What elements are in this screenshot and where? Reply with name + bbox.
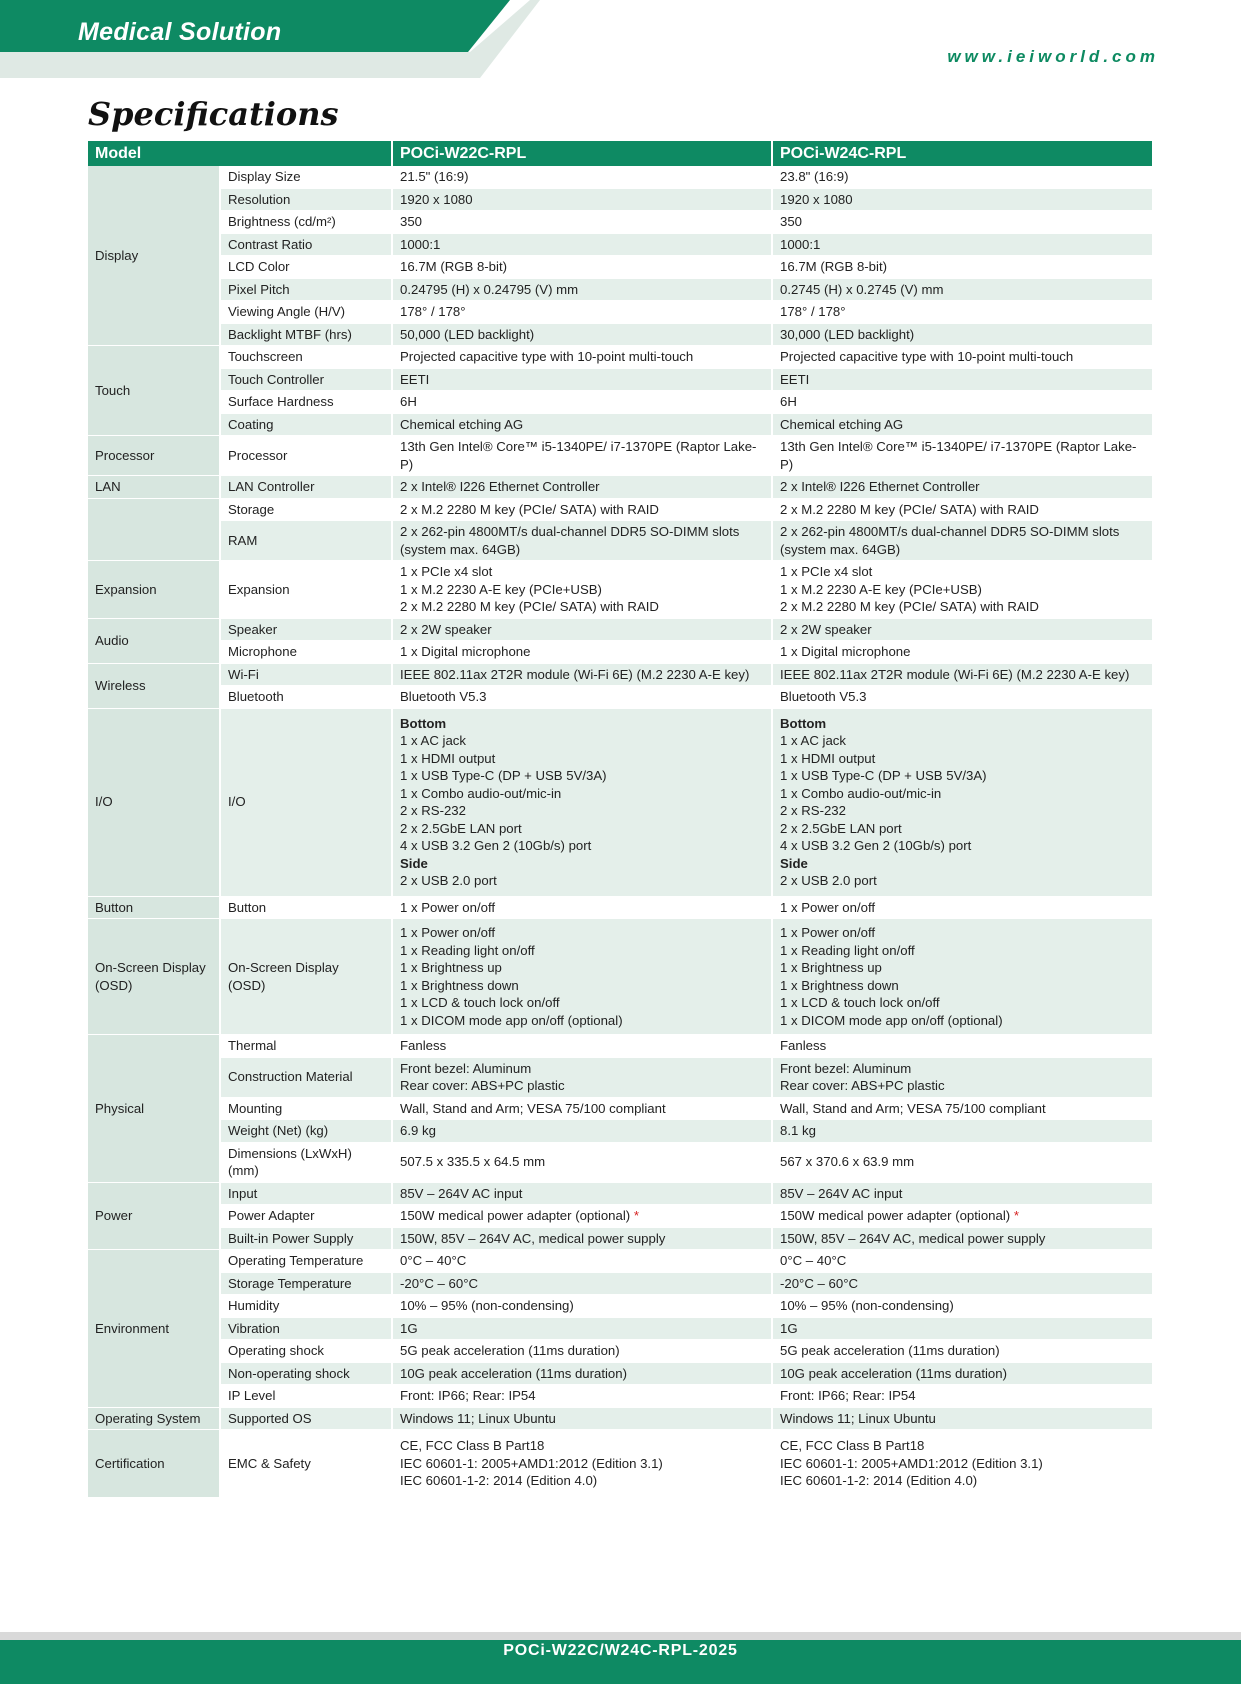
row-label: Resolution [221,189,393,212]
category-osd [88,919,221,1035]
cell-value: 23.8" (16:9) [773,166,1152,189]
table-row [88,1250,1152,1273]
category-blank [88,499,221,562]
line: 1 x Brightness down [780,977,899,993]
row-label: Surface Hardness [221,391,393,414]
cell-value: 0°C – 40°C [773,1250,1152,1273]
row-label: Storage Temperature [221,1273,393,1296]
cell-value: 2 x Intel® I226 Ethernet Controller [393,476,773,499]
spec-table [88,141,1152,1498]
row-label: Contrast Ratio [221,234,393,257]
line: IEC 60601-1-2: 2014 (Edition 4.0) [780,1473,978,1488]
cell-value: 178° / 178° [393,301,773,324]
line: 1 x HDMI output [400,750,496,766]
line: 1 x Brightness down [400,977,519,993]
header-band [0,0,1241,80]
line: 1 x Power on/off [400,925,496,940]
line: 2 x RS-232 [780,803,846,818]
line: IEC 60601-1: 2005+AMD1:2012 (Edition 3.1) [400,1455,663,1471]
cell-value: Projected capacitive type with 10-point multi-touch [393,346,773,369]
table-row [88,897,1152,920]
line: 1 x Reading light on/off [780,942,915,958]
row-label: Processor [221,436,393,476]
table-row [88,709,1152,897]
page-title: Specifications [88,95,339,133]
cell-value [393,709,773,897]
table-row [88,414,1152,437]
line: 2 x 2.5GbE LAN port [780,820,902,836]
line: Rear cover: ABS+PC plastic [780,1078,945,1093]
row-label: Weight (Net) (kg) [221,1120,393,1143]
cell-value: Fanless [773,1035,1152,1058]
table-row [88,1143,1152,1183]
table-row [88,436,1152,476]
row-label: Backlight MTBF (hrs) [221,324,393,347]
line: 1 x Brightness up [400,960,502,975]
cell-value: 13th Gen Intel® Core™ i5-1340PE/ i7-1370PE (Raptor Lake-P) [393,436,773,476]
table-row [88,234,1152,257]
cell-value: 1 x Digital microphone [393,641,773,664]
cell-value: 0°C – 40°C [393,1250,773,1273]
line: 1 x HDMI output [780,750,876,766]
line: 4 x USB 3.2 Gen 2 (10Gb/s) port [780,838,972,853]
row-label: Expansion [221,561,393,619]
category-lan: LAN [88,476,221,499]
cell-value: 13th Gen Intel® Core™ i5-1340PE/ i7-1370PE (Raptor Lake-P) [773,436,1152,476]
line: 1 x USB Type-C (DP + USB 5V/3A) [780,768,987,783]
table-row [88,919,1152,1035]
cell-value: Bluetooth V5.3 [393,686,773,709]
row-label: Button [221,897,393,920]
cell-value: 85V – 264V AC input [393,1183,773,1206]
cell-value: EETI [773,369,1152,392]
cell-value: IEEE 802.11ax 2T2R module (Wi-Fi 6E) (M.2 2230 A-E key) [773,664,1152,687]
cell-value: Chemical etching AG [773,414,1152,437]
table-row [88,211,1152,234]
cell-value [773,1430,1152,1498]
line: (system max. 64GB) [780,541,901,557]
line: Front bezel: Aluminum [780,1060,912,1076]
line: 2 x M.2 2280 M key (PCIe/ SATA) with RAID [400,599,659,614]
table-row [88,1408,1152,1431]
table-row [88,619,1152,642]
category-processor: Processor [88,436,221,476]
cell-value: EETI [393,369,773,392]
line: On-Screen Display [228,960,339,975]
line: 1 x Brightness up [780,960,882,975]
row-label: Power Adapter [221,1205,393,1228]
cell-value: 1 x Power on/off [393,897,773,920]
line: IEC 60601-1: 2005+AMD1:2012 (Edition 3.1) [780,1455,1043,1471]
cell-value: 1000:1 [393,234,773,257]
line: CE, FCC Class B Part18 [780,1438,925,1453]
cell-value: 16.7M (RGB 8-bit) [773,256,1152,279]
cell-value [773,919,1152,1035]
table-row [88,1340,1152,1363]
io-side-heading: Side [780,855,808,871]
cell-value: 1G [773,1318,1152,1341]
category-power: Power [88,1183,221,1251]
row-label: Display Size [221,166,393,189]
table-header [88,141,1152,166]
cell-value: 6H [393,391,773,414]
line: 1 x LCD & touch lock on/off [400,995,560,1010]
line: 1 x M.2 2230 A-E key (PCIe+USB) [780,581,982,597]
footnote-mark: * [633,1208,639,1223]
cell-value: Wall, Stand and Arm; VESA 75/100 compliant [773,1098,1152,1121]
cell-value: IEEE 802.11ax 2T2R module (Wi-Fi 6E) (M.2 2230 A-E key) [393,664,773,687]
table-row [88,1430,1152,1498]
row-label: EMC & Safety [221,1430,393,1498]
line: 2 x USB 2.0 port [780,873,877,888]
cell-value: 150W, 85V – 264V AC, medical power supply [773,1228,1152,1251]
table-row [88,499,1152,522]
table-row [88,686,1152,709]
line: 1 x PCIe x4 slot [780,564,873,579]
row-label: Pixel Pitch [221,279,393,302]
adapter-text: 150W medical power adapter (optional) [400,1208,634,1223]
row-label: Input [221,1183,393,1206]
cell-value: 5G peak acceleration (11ms duration) [773,1340,1152,1363]
line: CE, FCC Class B Part18 [400,1438,545,1453]
line: 1 x USB Type-C (DP + USB 5V/3A) [400,768,607,783]
row-label [221,919,393,1035]
row-label: RAM [221,521,393,561]
table-row [88,1120,1152,1143]
cell-value: Windows 11; Linux Ubuntu [393,1408,773,1431]
model-header: Model [88,141,393,166]
cell-value: Front: IP66; Rear: IP54 [393,1385,773,1408]
cell-value: Projected capacitive type with 10-point multi-touch [773,346,1152,369]
line: (OSD) [95,977,133,993]
cell-value: 350 [393,211,773,234]
table-row [88,641,1152,664]
category-display: Display [88,166,221,346]
table-row [88,166,1152,189]
row-label: Humidity [221,1295,393,1318]
table-row [88,256,1152,279]
category-expansion: Expansion [88,561,221,619]
table-row [88,279,1152,302]
cell-value: 21.5" (16:9) [393,166,773,189]
io-side-heading: Side [400,855,428,871]
line: 2 x 2.5GbE LAN port [400,820,522,836]
model-1-header: POCi-W22C-RPL [393,141,773,166]
row-label: Microphone [221,641,393,664]
table-row [88,391,1152,414]
cell-value: -20°C – 60°C [773,1273,1152,1296]
table-row [88,1295,1152,1318]
table-row [88,1385,1152,1408]
row-label: Coating [221,414,393,437]
cell-value: 1G [393,1318,773,1341]
row-label: I/O [221,709,393,897]
category-environment: Environment [88,1250,221,1408]
line: On-Screen Display [95,960,206,975]
line: 1 x M.2 2230 A-E key (PCIe+USB) [400,581,602,597]
line: 2 x 262-pin 4800MT/s dual-channel DDR5 SO-DIMM slots [400,524,740,539]
cell-value: 567 x 370.6 x 63.9 mm [773,1143,1152,1183]
row-label: Touch Controller [221,369,393,392]
cell-value: 507.5 x 335.5 x 64.5 mm [393,1143,773,1183]
line: Front bezel: Aluminum [400,1060,532,1076]
footer-doc-code: POCi-W22C/W24C-RPL-2025 [503,1642,738,1659]
table-row [88,369,1152,392]
line: 1 x Combo audio-out/mic-in [780,785,942,801]
cell-value: 1000:1 [773,234,1152,257]
table-row [88,664,1152,687]
cell-value: 2 x Intel® I226 Ethernet Controller [773,476,1152,499]
row-label: Bluetooth [221,686,393,709]
cell-value: 0.24795 (H) x 0.24795 (V) mm [393,279,773,302]
cell-value: 10G peak acceleration (11ms duration) [393,1363,773,1386]
cell-value: 0.2745 (H) x 0.2745 (V) mm [773,279,1152,302]
table-row [88,1318,1152,1341]
cell-value: Bluetooth V5.3 [773,686,1152,709]
cell-value [393,561,773,619]
table-row [88,346,1152,369]
row-label: Dimensions (LxWxH) (mm) [221,1143,393,1183]
cell-value: 2 x 2W speaker [773,619,1152,642]
table-row [88,521,1152,561]
table-row [88,1228,1152,1251]
cell-value: 6.9 kg [393,1120,773,1143]
cell-value: 2 x 2W speaker [393,619,773,642]
line: 1 x Reading light on/off [400,942,535,958]
io-bottom-heading: Bottom [400,715,447,731]
table-row [88,1035,1152,1058]
line: 1 x AC jack [780,733,846,748]
row-label: Mounting [221,1098,393,1121]
cell-value: 1920 x 1080 [773,189,1152,212]
table-row [88,1273,1152,1296]
category-os: Operating System [88,1408,221,1431]
row-label: Built-in Power Supply [221,1228,393,1251]
row-label: Operating Temperature [221,1250,393,1273]
row-label: Speaker [221,619,393,642]
row-label: Non-operating shock [221,1363,393,1386]
cell-value: 1 x Digital microphone [773,641,1152,664]
line: 1 x DICOM mode app on/off (optional) [780,1012,1003,1028]
table-row [88,1183,1152,1206]
line: 4 x USB 3.2 Gen 2 (10Gb/s) port [400,838,592,853]
table-row [88,476,1152,499]
table-row [88,301,1152,324]
website-link[interactable]: www.ieiworld.com [947,47,1159,66]
cell-value [773,709,1152,897]
category-button: Button [88,897,221,920]
cell-value: 10% – 95% (non-condensing) [773,1295,1152,1318]
category-touch: Touch [88,346,221,436]
cell-value: 50,000 (LED backlight) [393,324,773,347]
footer-divider [0,1632,1241,1640]
table-row [88,1098,1152,1121]
cell-value: 10% – 95% (non-condensing) [393,1295,773,1318]
line: 2 x 262-pin 4800MT/s dual-channel DDR5 SO-DIMM slots [780,524,1120,539]
brand-title: Medical Solution [78,18,282,46]
cell-value: 16.7M (RGB 8-bit) [393,256,773,279]
category-io: I/O [88,709,221,897]
row-label: Thermal [221,1035,393,1058]
cell-value: 6H [773,391,1152,414]
cell-value: Chemical etching AG [393,414,773,437]
cell-value: 8.1 kg [773,1120,1152,1143]
cell-value: 2 x M.2 2280 M key (PCIe/ SATA) with RAID [393,499,773,522]
table-row [88,561,1152,619]
line: IEC 60601-1-2: 2014 (Edition 4.0) [400,1473,598,1488]
line: 1 x PCIe x4 slot [400,564,493,579]
cell-value: 85V – 264V AC input [773,1183,1152,1206]
cell-value [773,561,1152,619]
footnote-mark: * [1013,1208,1019,1223]
row-label: Vibration [221,1318,393,1341]
cell-value: 1920 x 1080 [393,189,773,212]
line: 2 x USB 2.0 port [400,873,497,888]
cell-value [393,1430,773,1498]
line: 1 x Combo audio-out/mic-in [400,785,562,801]
cell-value: Wall, Stand and Arm; VESA 75/100 compliant [393,1098,773,1121]
row-label: LAN Controller [221,476,393,499]
io-bottom-heading: Bottom [780,715,827,731]
row-label: Viewing Angle (H/V) [221,301,393,324]
cell-value: Front: IP66; Rear: IP54 [773,1385,1152,1408]
line: (system max. 64GB) [400,541,521,557]
cell-value: Windows 11; Linux Ubuntu [773,1408,1152,1431]
row-label: Wi-Fi [221,664,393,687]
cell-value: 1 x Power on/off [773,897,1152,920]
row-label: Storage [221,499,393,522]
row-label: Touchscreen [221,346,393,369]
cell-value: -20°C – 60°C [393,1273,773,1296]
line: 1 x LCD & touch lock on/off [780,995,940,1010]
category-physical: Physical [88,1035,221,1183]
table-row [88,1058,1152,1098]
row-label: LCD Color [221,256,393,279]
row-label: Supported OS [221,1408,393,1431]
cell-value: 2 x M.2 2280 M key (PCIe/ SATA) with RAID [773,499,1152,522]
category-audio: Audio [88,619,221,664]
cell-value [773,1205,1152,1228]
row-label: Brightness (cd/m²) [221,211,393,234]
category-certification: Certification [88,1430,221,1498]
cell-value [773,521,1152,561]
category-wireless: Wireless [88,664,221,709]
line: 1 x AC jack [400,733,466,748]
line: Rear cover: ABS+PC plastic [400,1078,565,1093]
line: 1 x DICOM mode app on/off (optional) [400,1012,623,1028]
table-row [88,189,1152,212]
table-row [88,1363,1152,1386]
row-label: Operating shock [221,1340,393,1363]
line: (OSD) [228,977,266,993]
line: 1 x Power on/off [780,925,876,940]
cell-value: 178° / 178° [773,301,1152,324]
cell-value: 10G peak acceleration (11ms duration) [773,1363,1152,1386]
cell-value [393,1058,773,1098]
cell-value [773,1058,1152,1098]
cell-value [393,521,773,561]
table-row [88,324,1152,347]
adapter-text: 150W medical power adapter (optional) [780,1208,1014,1223]
line: 2 x RS-232 [400,803,466,818]
cell-value: Fanless [393,1035,773,1058]
table-row [88,1205,1152,1228]
cell-value [393,919,773,1035]
model-2-header: POCi-W24C-RPL [773,141,1152,166]
row-label: IP Level [221,1385,393,1408]
line: 2 x M.2 2280 M key (PCIe/ SATA) with RAID [780,599,1039,614]
cell-value: 5G peak acceleration (11ms duration) [393,1340,773,1363]
cell-value: 30,000 (LED backlight) [773,324,1152,347]
row-label: Construction Material [221,1058,393,1098]
cell-value: 150W, 85V – 264V AC, medical power supply [393,1228,773,1251]
cell-value: 350 [773,211,1152,234]
cell-value [393,1205,773,1228]
